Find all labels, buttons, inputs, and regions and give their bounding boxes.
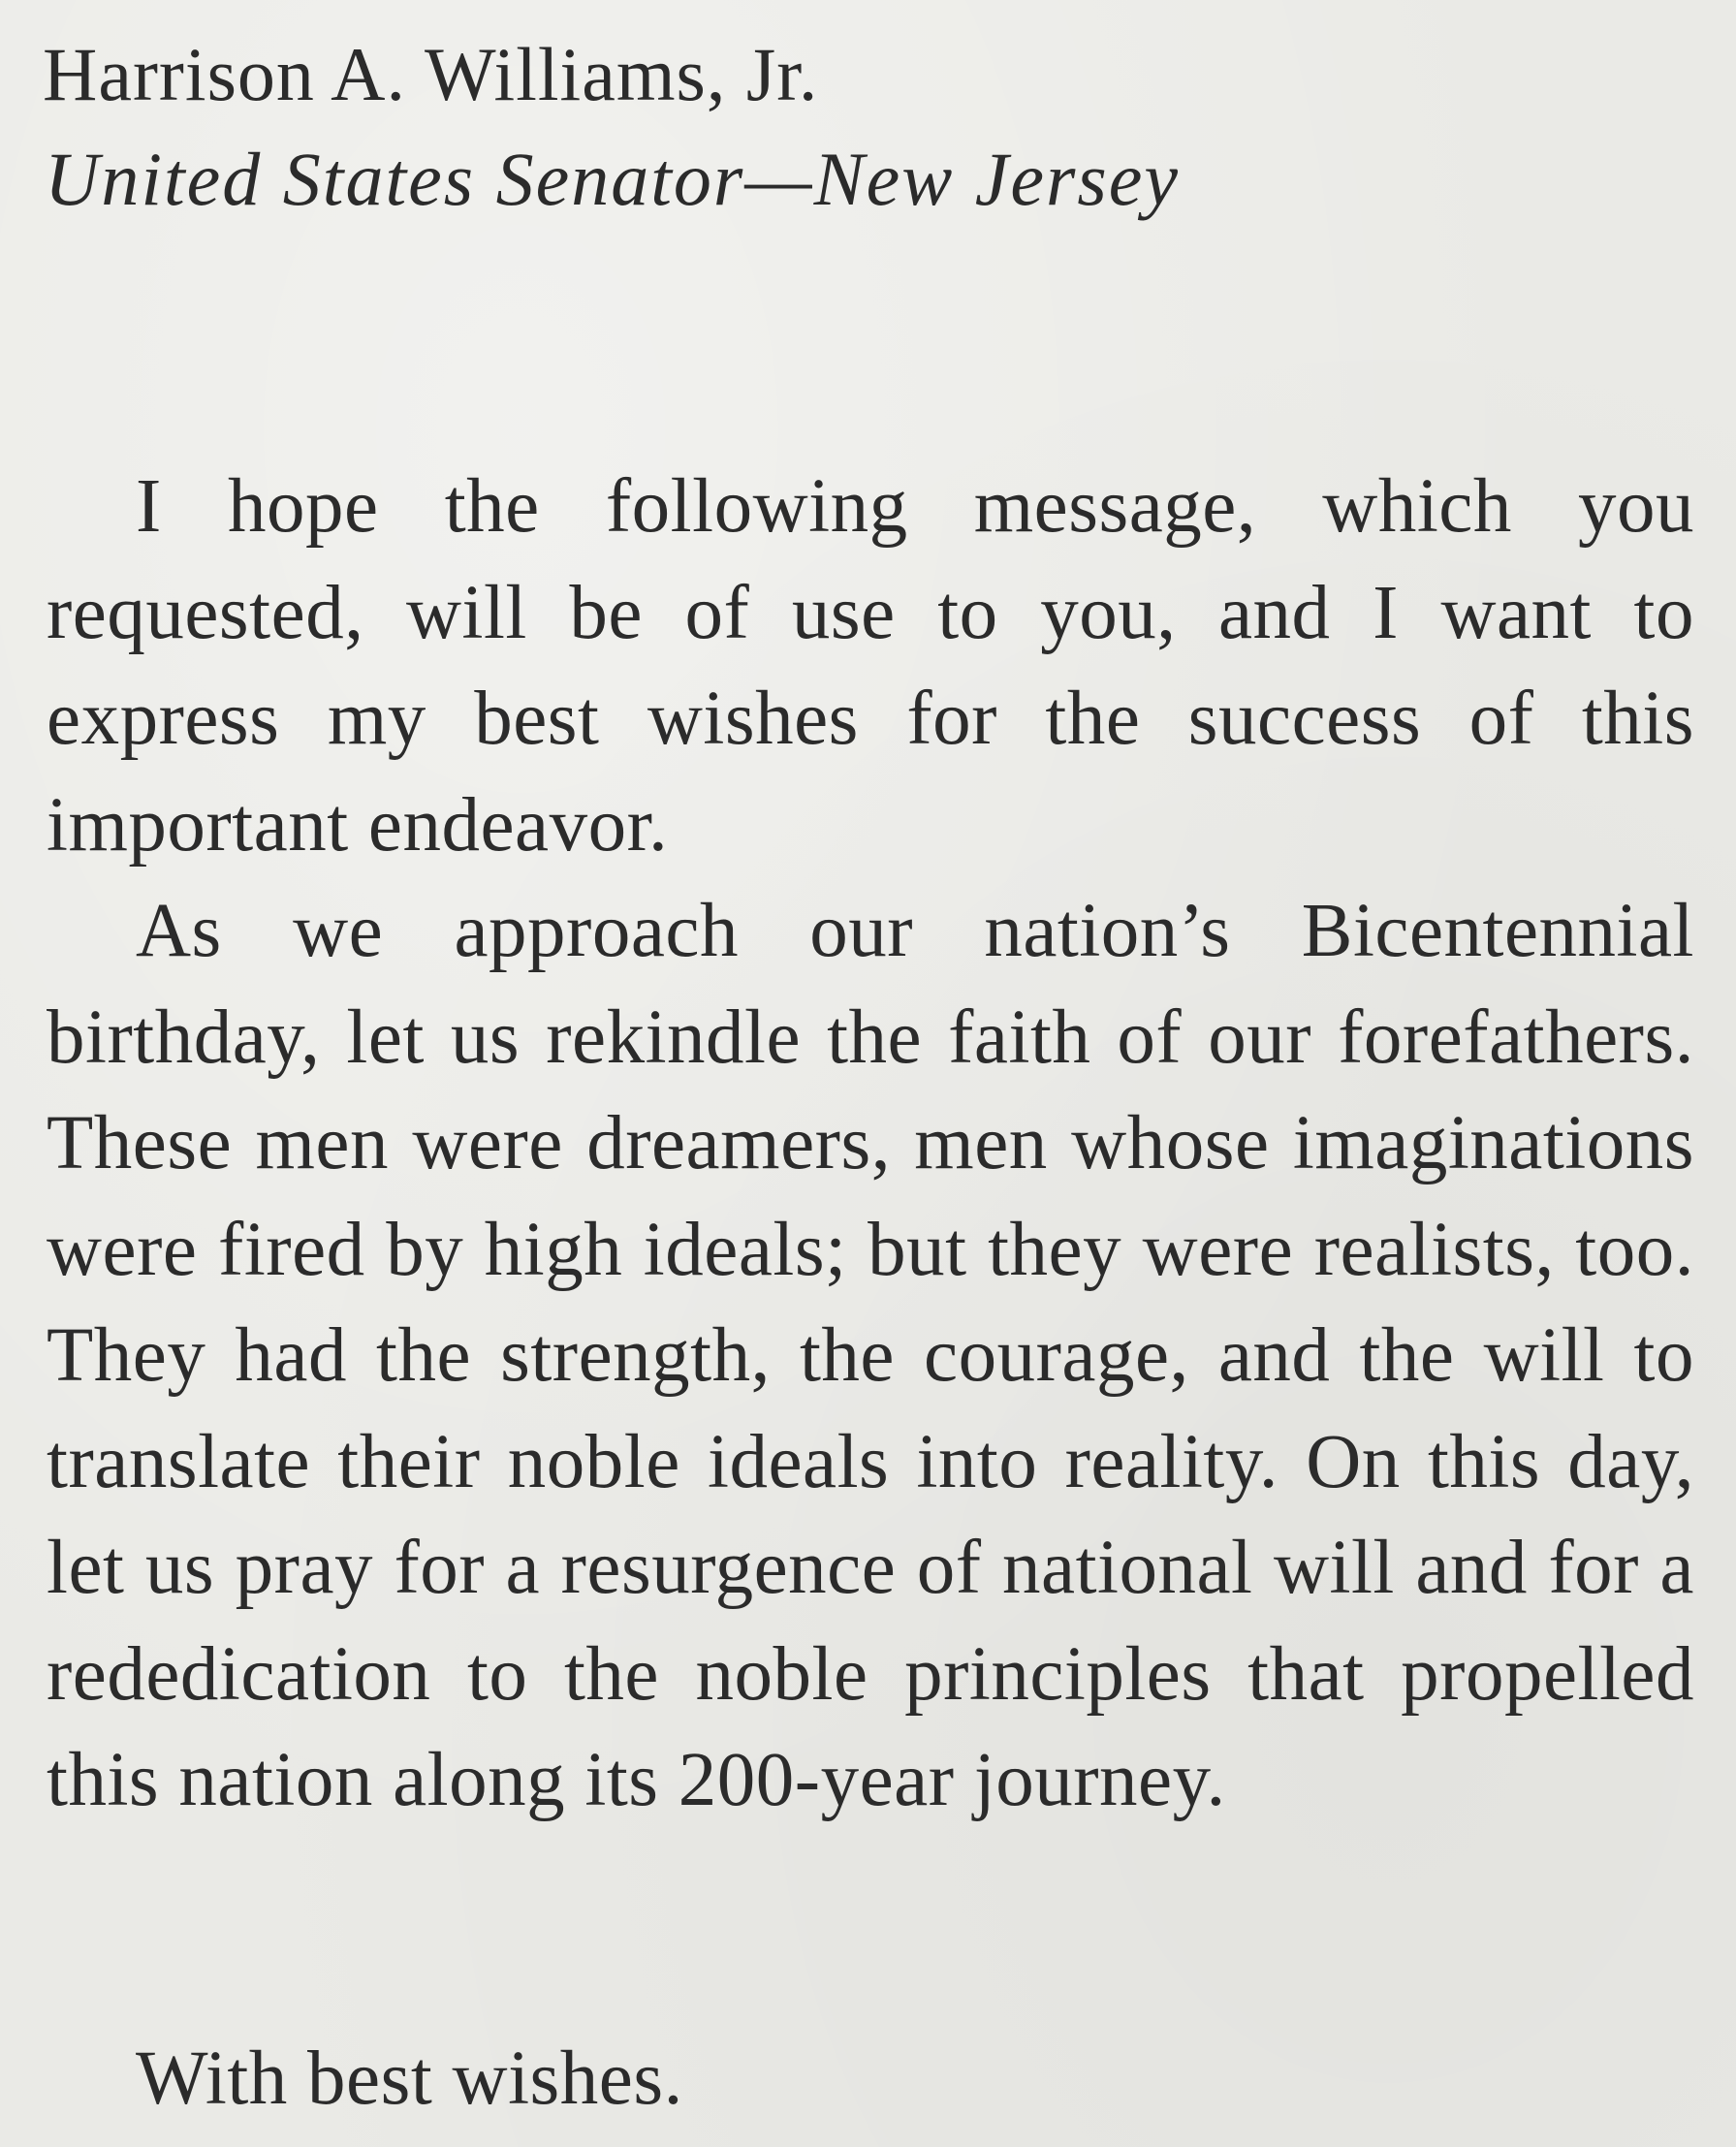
author-title: United States Senator—New Jersey	[45, 137, 1180, 221]
letter-body	[47, 454, 1694, 1834]
letter-closing: With best wishes.	[136, 2036, 683, 2121]
letter-paragraph-2: As we approach our nation’s Bicentennial birthday, let us rekindle the faith of our forefathers. These men were dreamers, men whose imaginations were fired by high ideals; but they were realists, too. They had the strength, the courage, and the will to translate their noble ideals into reality. On this day, let us pray for a resurgence of national will and for a rededication to the noble principles that propelled this nation along its 200-year journey.	[47, 889, 1694, 1822]
author-name: Harrison A. Williams, Jr.	[43, 32, 819, 116]
letter-paragraph-1: I hope the following message, which you requested, will be of use to you, and I want to express my best wishes for the success of this important endeavor.	[47, 464, 1694, 868]
